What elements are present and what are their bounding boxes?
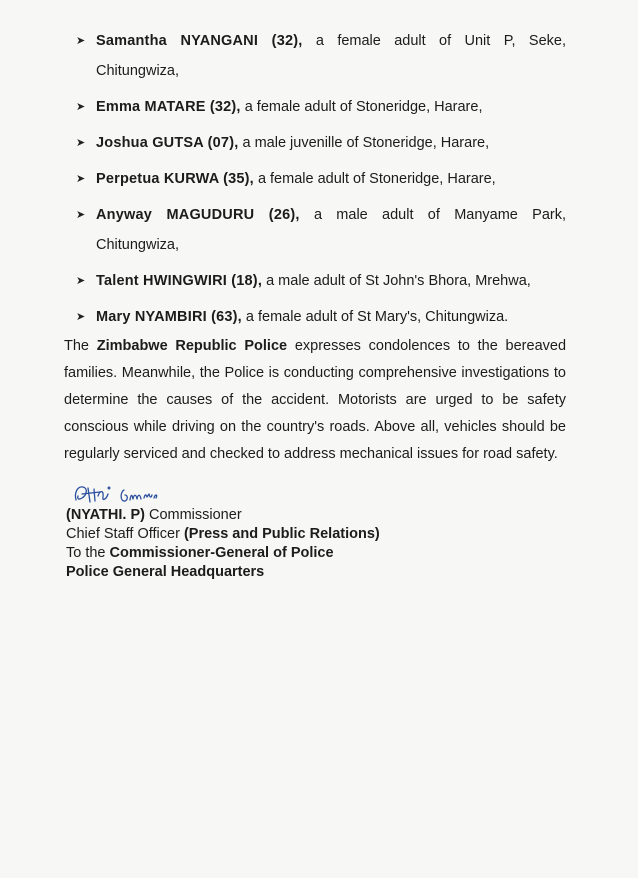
victim-name: Joshua GUTSA (07), (96, 135, 239, 151)
victim-name: Talent HWINGWIRI (18), (96, 273, 263, 289)
signatory-office: Commissioner-General of Police (109, 545, 334, 561)
list-item (76, 92, 566, 122)
signatory-department: (Press and Public Relations) (183, 526, 380, 542)
victims-list (76, 26, 566, 338)
arrow-bullet-icon: ➤ (76, 209, 86, 221)
list-item (76, 302, 566, 332)
handwritten-signature (70, 482, 180, 508)
arrow-bullet-icon: ➤ (76, 311, 86, 323)
victim-description: a female adult of Stoneridge, Harare, (244, 99, 483, 115)
list-item (76, 128, 566, 158)
list-item (76, 26, 566, 86)
victim-description: a male adult of Manyame Park, Chitungwiza, (96, 207, 567, 253)
arrow-bullet-icon: ➤ (76, 137, 86, 149)
victim-description: a male adult of St John's Bhora, Mrehwa, (266, 273, 531, 289)
arrow-bullet-icon: ➤ (76, 35, 86, 47)
victim-description: a female adult of Stoneridge, Harare, (257, 171, 496, 187)
victim-description: a female adult of Unit P, Seke, Chitungwiza, (96, 33, 566, 79)
arrow-bullet-icon: ➤ (76, 101, 86, 113)
signatory-rank: Commissioner (148, 507, 242, 523)
victim-description: a male juvenille of Stoneridge, Harare, (242, 135, 490, 151)
signatory-headquarters: Police General Headquarters (66, 564, 265, 580)
list-item (76, 266, 566, 296)
victim-name: Mary NYAMBIRI (63), (96, 309, 242, 325)
victim-name: Samantha NYANGANI (32), (96, 33, 303, 49)
arrow-bullet-icon: ➤ (76, 173, 86, 185)
victim-name: Emma MATARE (32), (96, 99, 241, 115)
victim-description: a female adult of St Mary's, Chitungwiza. (245, 309, 509, 325)
list-item (76, 164, 566, 194)
victim-name: Perpetua KURWA (35), (96, 171, 254, 187)
victim-name: Anyway MAGUDURU (26), (96, 207, 300, 223)
organization-name: Zimbabwe Republic Police (96, 338, 288, 354)
signature-block: (NYATHI. P) Commissioner Chief Staff Officer (Press and Public Relations) To the Commissioner-General of Police Police General Headquarters (66, 482, 486, 582)
list-item (76, 200, 566, 260)
signatory-title: Chief Staff Officer (66, 526, 180, 542)
signatory-name: (NYATHI. P) (66, 507, 145, 523)
condolence-paragraph: The Zimbabwe Republic Police expresses condolences to the bereaved families. Meanwhile, the Police is conducting comprehensive investigations to determine the causes of the accident. Motorists are urged to be safety conscious while driving on the country's roads. Above all, vehicles should be regularly serviced and checked to address mechanical issues for road safety. (64, 338, 567, 462)
arrow-bullet-icon: ➤ (76, 275, 86, 287)
